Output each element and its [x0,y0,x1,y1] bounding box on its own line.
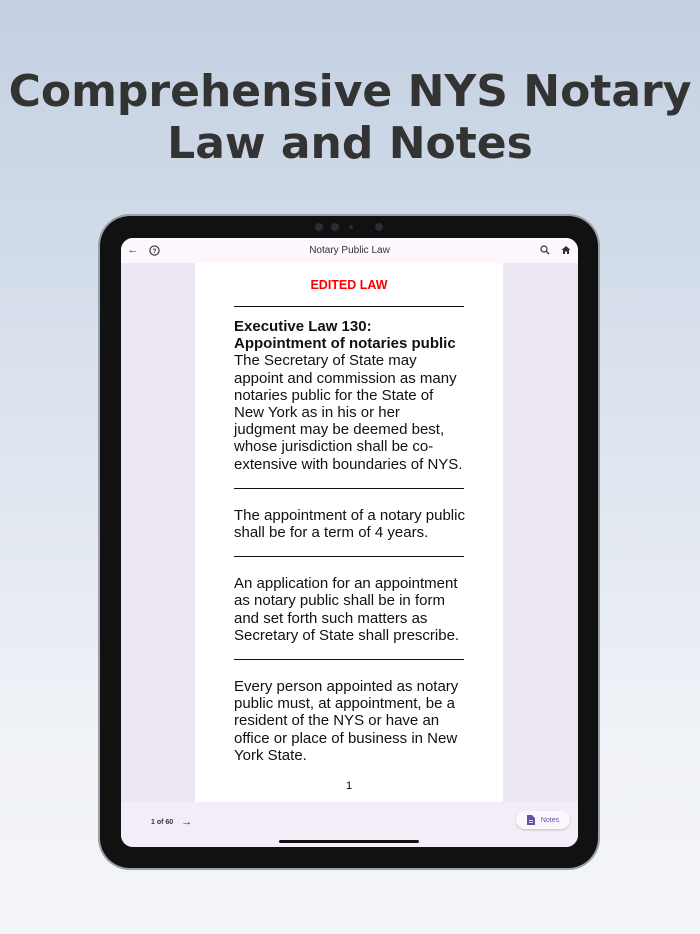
document-heading: EDITED LAW [310,278,388,292]
text-line: York State. [234,746,307,764]
text-line: An application for an appointment [234,575,458,593]
text-line: office or place of business in New [234,729,458,747]
text-line: public must, at appointment, be a [234,695,455,713]
back-icon[interactable]: ← [127,244,139,256]
app-screen [121,238,578,847]
app-bar [121,238,578,263]
search-icon[interactable] [538,243,552,257]
svg-text:?: ? [152,247,156,255]
text-line: whose jurisdiction shall be co- [234,438,434,456]
text-line: The appointment of a notary public [234,506,465,524]
document-page[interactable] [195,263,503,802]
notes-button[interactable] [516,811,570,829]
headline-line: Comprehensive NYS Notary [8,66,692,117]
home-indicator [279,840,419,843]
divider [234,556,464,557]
headline-line: Law and Notes [167,118,533,169]
document-icon [527,815,535,825]
section-title: Appointment of notaries public [234,335,456,353]
text-line: and set forth such matters as [234,609,428,627]
section-title: Executive Law 130: [234,318,372,335]
camera [315,222,385,232]
home-icon[interactable] [559,243,573,257]
headline [0,66,700,170]
text-line: Every person appointed as notary [234,678,459,696]
text-line: resident of the NYS or have an [234,712,440,730]
text-line: Secretary of State shall prescribe. [234,626,460,644]
divider [234,659,464,660]
pager [151,816,192,828]
app-title: Notary Public Law [309,245,390,256]
section [234,318,503,473]
section [234,678,503,764]
text-line: notaries public for the State of [234,386,434,404]
divider [234,306,464,307]
section [234,575,503,644]
text-line: extensive with boundaries of NYS. [234,455,463,473]
text-line: appoint and commission as many [234,369,457,387]
tablet-frame [100,216,598,868]
divider [234,488,464,489]
notes-label: Notes [540,816,560,824]
section [234,507,503,541]
page-indicator: 1 of 60 [151,818,174,826]
text-line: shall be for a term of 4 years. [234,524,429,542]
text-line: judgment may be deemed best, [234,421,445,439]
next-page-icon[interactable]: → [181,816,193,828]
bottom-bar [121,802,578,847]
text-line: New York as in his or her [234,404,400,422]
text-line: as notary public shall be in form [234,592,445,610]
help-icon[interactable] [147,243,161,257]
page-number: 1 [345,780,353,792]
text-line: The Secretary of State may [234,352,417,370]
